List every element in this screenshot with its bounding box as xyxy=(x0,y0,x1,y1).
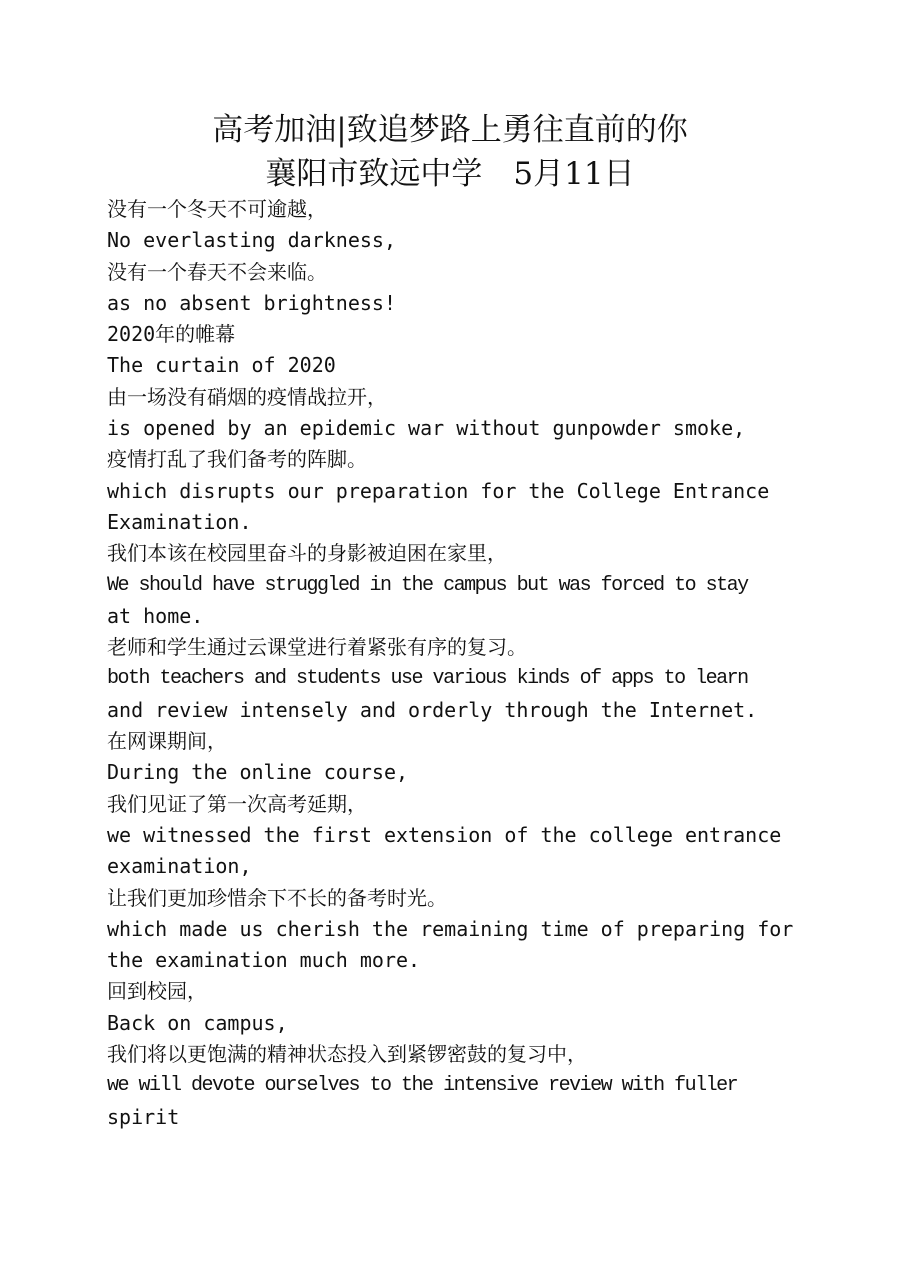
text-line: 我们将以更饱满的精神状态投入到紧锣密鼓的复习中， xyxy=(107,1042,587,1067)
text-line: 老师和学生通过云课堂进行着紧张有序的复习。 xyxy=(107,635,527,660)
body-text xyxy=(107,194,807,1133)
text-line: We should have struggled in the campus but was forced to stay xyxy=(107,573,748,597)
text-line: the examination much more. xyxy=(107,948,421,973)
text-line: 让我们更加珍惜余下不长的备考时光。 xyxy=(107,885,447,910)
text-line: 我们本该在校园里奋斗的身影被迫困在家里， xyxy=(107,541,507,566)
text-line: 疫情打乱了我们备考的阵脚。 xyxy=(107,447,367,472)
text-line: we witnessed the first extension of the college entrance xyxy=(107,822,782,847)
text-line: which made us cherish the remaining time of preparing for xyxy=(107,916,794,941)
text-line: is opened by an epidemic war without gunpowder smoke, xyxy=(107,416,746,441)
text-line: examination, xyxy=(107,854,252,879)
text-line: and review intensely and orderly through the Internet. xyxy=(107,697,758,722)
text-line: Back on campus, xyxy=(107,1010,288,1035)
document-title: 高考加油|致追梦路上勇往直前的你 xyxy=(212,112,688,148)
text-line: During the online course, xyxy=(107,760,409,785)
text-line: 在网课期间， xyxy=(107,729,227,754)
text-line: No everlasting darkness, xyxy=(107,228,396,253)
text-line: spirit xyxy=(107,1104,180,1129)
title-block xyxy=(0,108,900,196)
text-line: we will devote ourselves to the intensive review with fuller xyxy=(107,1074,738,1098)
text-line: 我们见证了第一次高考延期， xyxy=(107,791,367,816)
text-line: as no absent brightness! xyxy=(107,290,396,315)
text-line: Examination. xyxy=(107,509,252,534)
text-line: 由一场没有硝烟的疫情战拉开， xyxy=(107,384,387,409)
text-line: which disrupts our preparation for the College Entrance xyxy=(107,478,770,503)
document-subtitle: 襄阳市致远中学 5月11日 xyxy=(265,156,635,192)
text-line: at home. xyxy=(107,603,204,628)
text-line: 没有一个春天不会来临。 xyxy=(107,259,327,284)
text-line: The curtain of 2020 xyxy=(107,353,336,378)
text-line: 没有一个冬天不可逾越， xyxy=(107,197,327,221)
text-line: both teachers and students use various kinds of apps to learn xyxy=(107,667,748,691)
text-line: 回到校园， xyxy=(107,979,207,1004)
text-line: 2020年的帷幕 xyxy=(107,322,236,347)
